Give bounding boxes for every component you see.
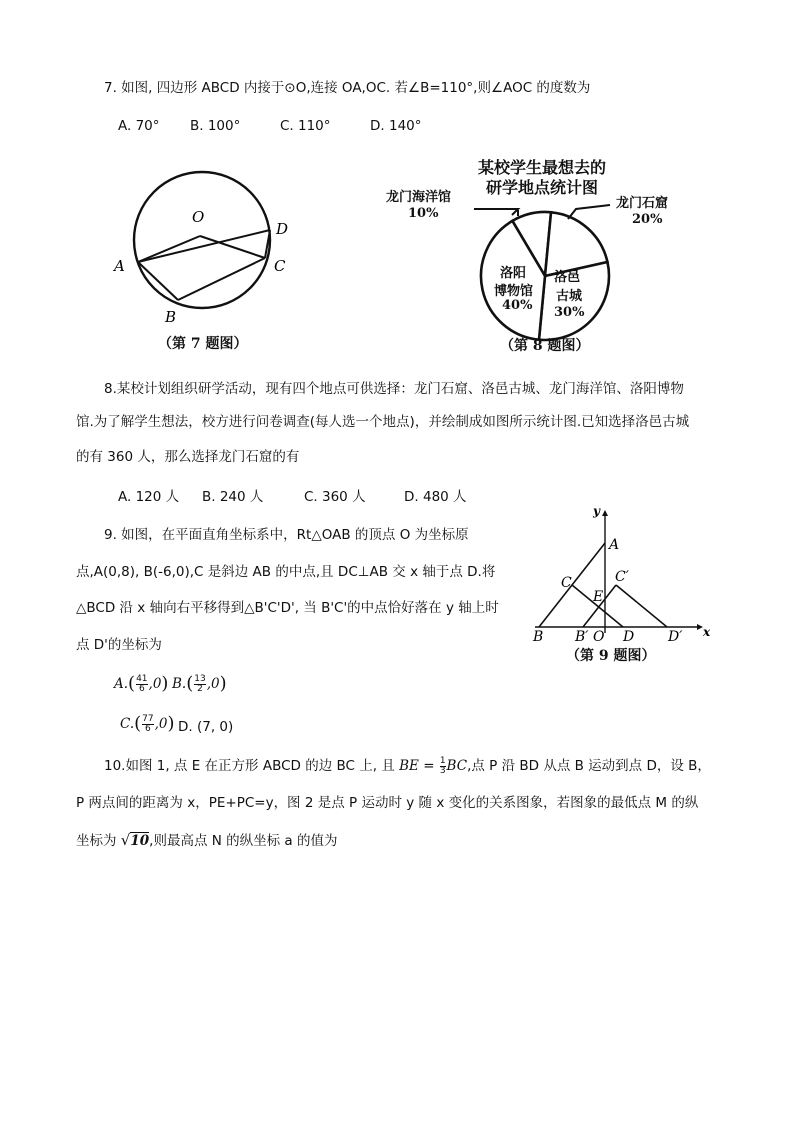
q8-option-d: D. 480 人 bbox=[404, 489, 467, 505]
pie-leaders bbox=[470, 195, 620, 235]
q8-option-b: B. 240 人 bbox=[202, 489, 264, 505]
segment-cpdp bbox=[616, 585, 667, 627]
q7-option-d: D. 140° bbox=[370, 118, 422, 134]
pie-label-ocean-name: 龙门海洋馆 bbox=[386, 190, 452, 205]
q8-line2: 馆.为了解学生想法，校方进行问卷调查(每人选一个地点)，并绘制成如图所示统计图.已知选择洛邑古城 bbox=[76, 414, 690, 430]
leader-ocean bbox=[474, 209, 518, 215]
label-b: B bbox=[533, 629, 544, 645]
pie-title-line1: 某校学生最想去的 bbox=[478, 158, 607, 177]
leader-grotto bbox=[568, 205, 610, 219]
label-o: O bbox=[192, 208, 205, 226]
segment-ab bbox=[138, 262, 178, 300]
label-d-prime: D′ bbox=[668, 629, 683, 645]
pie-label-museum-name1: 洛阳 bbox=[500, 266, 527, 281]
q7-option-c: C. 110° bbox=[280, 118, 331, 134]
q9-line2: 点,A(0,8), B(-6,0),C 是斜边 AB 的中点,且 DC⊥AB 交 x 轴于点 D.将 bbox=[76, 564, 496, 580]
label-x: x bbox=[703, 625, 711, 639]
q7-figure-caption: （第 7 题图） bbox=[158, 336, 248, 352]
q9-option-c: C.( $\frac{77}{6}$ ,0) bbox=[120, 713, 175, 734]
segment-ad bbox=[138, 230, 270, 262]
q9-line1: 9. 如图，在平面直角坐标系中，Rt△OAB 的顶点 O 为坐标原 bbox=[104, 527, 469, 543]
q8-line1: 8.某校计划组织研学活动，现有四个地点可供选择：龙门石窟、洛邑古城、龙门海洋馆、洛阳博物 bbox=[104, 381, 684, 397]
q7-option-b: B. 100° bbox=[190, 118, 241, 134]
q9-option-d: D. (7, 0) bbox=[178, 719, 234, 735]
pie-label-city-name2: 古城 bbox=[556, 289, 583, 304]
q9-figure-caption: （第 9 题图） bbox=[566, 648, 656, 664]
q9-option-a: A.( $\frac{41}{6}$ ,0) bbox=[114, 673, 169, 694]
label-c: C bbox=[561, 575, 572, 591]
label-e: E bbox=[593, 589, 604, 605]
q8-option-c: C. 360 人 bbox=[304, 489, 366, 505]
label-y: y bbox=[593, 505, 600, 518]
pie-label-city-name1: 洛邑 bbox=[554, 270, 581, 285]
pie-label-city-pct: 30% bbox=[554, 305, 585, 320]
pie-label-museum-pct: 40% bbox=[502, 298, 533, 313]
label-d: D bbox=[623, 629, 635, 645]
pie-label-museum-name2: 博物馆 bbox=[494, 284, 534, 299]
q8-line3: 的有 360 人，那么选择龙门石窟的有 bbox=[76, 449, 300, 465]
pie-label-grotto-pct: 20% bbox=[632, 212, 663, 227]
q9-option-b: B.( $\frac{13}{2}$ ,0) bbox=[172, 673, 227, 694]
label-a: A bbox=[609, 537, 620, 553]
q7-figure bbox=[110, 170, 310, 335]
pie-title-line2: 研学地点统计图 bbox=[486, 178, 599, 197]
q8-figure-caption: （第 8 题图） bbox=[500, 338, 590, 354]
pie-label-grotto-name: 龙门石窟 bbox=[616, 196, 669, 211]
label-c-prime: C′ bbox=[615, 569, 629, 585]
y-axis-arrow bbox=[602, 510, 608, 516]
q10-line1: 10.如图 1, 点 E 在正方形 ABCD 的边 BC 上, 且 BE = $\frac{1}{3}$ BC,点 P 沿 BD 从点 B 运动到点 D，设 B， bbox=[104, 755, 711, 776]
label-c: C bbox=[274, 257, 286, 275]
q7-stem: 7. 如图, 四边形 ABCD 内接于⊙O,连接 OA,OC. 若∠B=110°,则∠AOC 的度数为 bbox=[104, 80, 591, 96]
pie-label-ocean-pct: 10% bbox=[408, 206, 439, 221]
q7-option-a: A. 70° bbox=[118, 118, 160, 134]
label-b: B bbox=[165, 308, 177, 326]
q8-option-a: A. 120 人 bbox=[118, 489, 180, 505]
label-b-prime: B′ bbox=[575, 629, 589, 645]
label-o: O bbox=[593, 629, 605, 645]
label-d: D bbox=[276, 220, 289, 238]
q9-line3: △BCD 沿 x 轴向右平移得到△B'C'D', 当 B'C'的中点恰好落在 y 轴上时 bbox=[76, 600, 499, 616]
q9-line4: 点 D'的坐标为 bbox=[76, 637, 162, 653]
q10-line3: 坐标为 √10,则最高点 N 的纵坐标 a 的值为 bbox=[76, 831, 338, 849]
q10-line2: P 两点间的距离为 x，PE+PC=y，图 2 是点 P 运动时 y 随 x 变化的关系图象，若图象的最低点 M 的纵 bbox=[76, 795, 699, 811]
label-a: A bbox=[114, 257, 125, 275]
segment-bc bbox=[178, 258, 265, 300]
